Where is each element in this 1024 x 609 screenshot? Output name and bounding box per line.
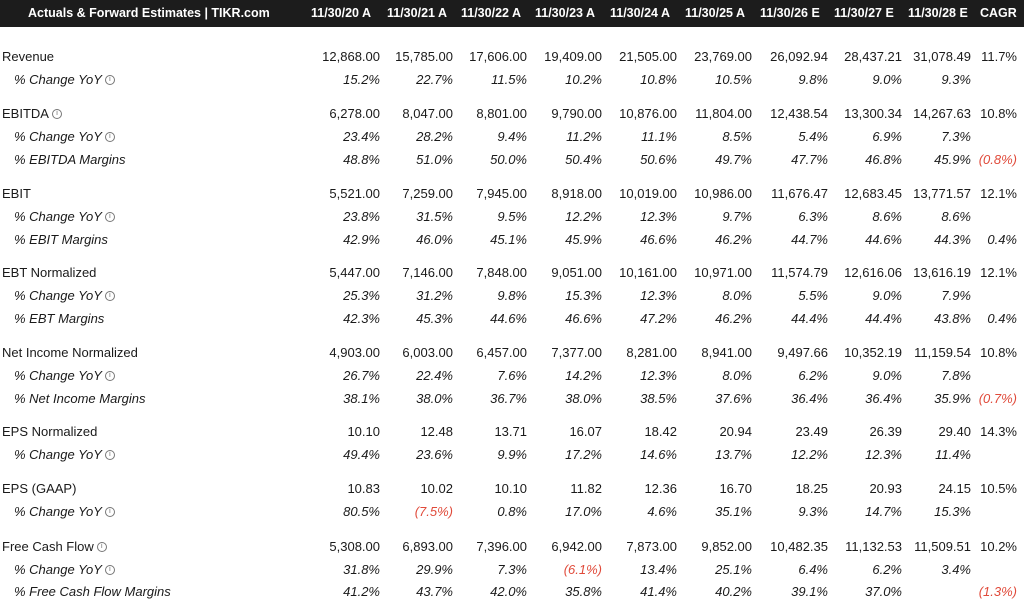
value-cell: 36.7% [490, 391, 527, 406]
row-label [14, 445, 115, 465]
value-cell: 9.8% [497, 288, 527, 303]
row-label [14, 207, 115, 227]
value-cell: 14.6% [640, 447, 677, 462]
value-cell: 12.3% [640, 209, 677, 224]
value-cell: 12.2% [565, 209, 602, 224]
value-cell: 25.3% [343, 288, 380, 303]
value-cell: 17.0% [565, 504, 602, 519]
value-cell: 19,409.00 [544, 49, 602, 64]
value-cell: 10.02 [420, 481, 453, 496]
value-cell: 9.8% [798, 72, 828, 87]
value-cell: 50.6% [640, 152, 677, 167]
value-cell: 13,771.57 [913, 186, 971, 201]
row-label [2, 537, 107, 557]
value-cell: 16.70 [719, 481, 752, 496]
value-cell: 38.0% [565, 391, 602, 406]
cagr-cell: (0.7%) [978, 391, 1017, 406]
column-header-cagr[interactable]: CAGR [980, 6, 1017, 20]
metric-sub-row [0, 445, 1024, 465]
value-cell: 31.5% [416, 209, 453, 224]
value-cell: 50.4% [565, 152, 602, 167]
metric-sub-row [0, 207, 1024, 227]
value-cell: 45.3% [416, 311, 453, 326]
cagr-cell: 10.8% [980, 345, 1017, 360]
info-icon[interactable]: i [105, 132, 115, 142]
metric-sub-row [0, 502, 1024, 522]
value-cell: 7.3% [497, 562, 527, 577]
value-cell: 7,259.00 [402, 186, 453, 201]
value-cell: 35.9% [934, 391, 971, 406]
value-cell: 31,078.49 [913, 49, 971, 64]
row-label [14, 230, 108, 250]
value-cell: 13,616.19 [913, 265, 971, 280]
row-label [14, 560, 115, 580]
row-label [2, 422, 97, 442]
row-label-text: % Net Income Margins [14, 391, 146, 406]
value-cell: 16.07 [569, 424, 602, 439]
value-cell: 12.3% [640, 288, 677, 303]
value-cell: 18.42 [644, 424, 677, 439]
value-cell: 9.0% [872, 368, 902, 383]
value-cell: 44.4% [865, 311, 902, 326]
value-cell: 11.4% [935, 447, 971, 462]
value-cell: 6,278.00 [329, 106, 380, 121]
value-cell: 45.1% [490, 232, 527, 247]
value-cell: 9,497.66 [777, 345, 828, 360]
value-cell: 37.6% [715, 391, 752, 406]
value-cell: 42.3% [343, 311, 380, 326]
value-cell: 7,848.00 [476, 265, 527, 280]
row-label-text: % EBITDA Margins [14, 152, 126, 167]
metric-row [0, 479, 1024, 499]
value-cell: 4.6% [647, 504, 677, 519]
metric-sub-row [0, 309, 1024, 329]
value-cell: 26.39 [869, 424, 902, 439]
row-label [2, 47, 54, 67]
value-cell: 10.10 [494, 481, 527, 496]
row-label [14, 127, 115, 147]
value-cell: 38.0% [416, 391, 453, 406]
value-cell: 23.8% [343, 209, 380, 224]
metric-row [0, 104, 1024, 124]
value-cell: 7.8% [941, 368, 971, 383]
value-cell: 9.9% [497, 447, 527, 462]
metric-sub-row [0, 582, 1024, 602]
value-cell: 20.94 [719, 424, 752, 439]
value-cell: 9.5% [497, 209, 527, 224]
value-cell: 47.2% [640, 311, 677, 326]
value-cell: 44.7% [791, 232, 828, 247]
value-cell: 12,616.06 [844, 265, 902, 280]
row-label-text: % Change YoY [14, 447, 102, 462]
row-label [14, 502, 115, 522]
value-cell: 10,482.35 [770, 539, 828, 554]
row-label-text: Revenue [2, 49, 55, 64]
metric-sub-row [0, 70, 1024, 90]
value-cell: 8,281.00 [626, 345, 677, 360]
value-cell: 10.5% [715, 72, 752, 87]
value-cell: 11,804.00 [695, 106, 752, 121]
value-cell: 13,300.34 [844, 106, 902, 121]
cagr-cell: (0.8%) [978, 152, 1017, 167]
value-cell: 15.3% [565, 288, 602, 303]
column-header[interactable]: 11/30/26 E [760, 6, 820, 20]
value-cell: 42.9% [343, 232, 380, 247]
value-cell: 46.2% [715, 311, 752, 326]
value-cell: 7.3% [941, 129, 971, 144]
row-label-text: % Change YoY [14, 562, 102, 577]
row-label-text: EPS (GAAP) [2, 481, 77, 496]
row-label [14, 70, 115, 90]
value-cell: 11,574.79 [771, 265, 828, 280]
cagr-cell: 12.1% [980, 186, 1017, 201]
metric-row [0, 184, 1024, 204]
value-cell: 9.0% [872, 288, 902, 303]
value-cell: 38.5% [640, 391, 677, 406]
value-cell: 10,352.19 [844, 345, 902, 360]
row-label-text: % Change YoY [14, 504, 102, 519]
value-cell: 25.1% [715, 562, 752, 577]
row-label-text: EBITDA [2, 106, 49, 121]
table-header [0, 0, 1024, 27]
value-cell: 44.6% [865, 232, 902, 247]
metric-sub-row [0, 389, 1024, 409]
value-cell: 5,447.00 [329, 265, 380, 280]
value-cell: 48.8% [343, 152, 380, 167]
row-label-text: % Change YoY [14, 129, 102, 144]
row-label-text: % Change YoY [14, 209, 102, 224]
value-cell: 26,092.94 [770, 49, 828, 64]
value-cell: 18.25 [795, 481, 828, 496]
value-cell: 9.4% [497, 129, 527, 144]
value-cell: 41.2% [343, 584, 380, 599]
metric-row [0, 537, 1024, 557]
value-cell: 14.7% [865, 504, 902, 519]
value-cell: (7.5%) [414, 504, 453, 519]
row-label-text: % Change YoY [14, 72, 102, 87]
value-cell: 26.7% [343, 368, 380, 383]
value-cell: 31.8% [343, 562, 380, 577]
value-cell: 50.0% [490, 152, 527, 167]
value-cell: 35.8% [565, 584, 602, 599]
column-header[interactable]: 11/30/21 A [387, 6, 448, 20]
value-cell: 44.4% [791, 311, 828, 326]
info-icon[interactable]: i [97, 542, 107, 552]
value-cell: 10,161.00 [619, 265, 677, 280]
metric-sub-row [0, 366, 1024, 386]
value-cell: 0.8% [497, 504, 527, 519]
value-cell: 5.4% [798, 129, 828, 144]
value-cell: 15.2% [343, 72, 380, 87]
metric-sub-row [0, 150, 1024, 170]
value-cell: 10.2% [565, 72, 602, 87]
row-label [14, 366, 115, 386]
value-cell: 47.7% [791, 152, 828, 167]
value-cell: 11.1% [641, 129, 677, 144]
value-cell: 7,377.00 [551, 345, 602, 360]
value-cell: 8,047.00 [402, 106, 453, 121]
value-cell: 8.0% [722, 288, 752, 303]
value-cell: 12.2% [791, 447, 828, 462]
value-cell: 7,146.00 [402, 265, 453, 280]
info-icon[interactable]: i [105, 565, 115, 575]
value-cell: 45.9% [934, 152, 971, 167]
cagr-cell: (1.3%) [978, 584, 1017, 599]
metric-row [0, 47, 1024, 67]
value-cell: 42.0% [490, 584, 527, 599]
value-cell: 38.1% [343, 391, 380, 406]
value-cell: 45.9% [565, 232, 602, 247]
cagr-cell: 0.4% [987, 232, 1017, 247]
value-cell: 46.2% [715, 232, 752, 247]
value-cell: 4,903.00 [329, 345, 380, 360]
row-label [2, 263, 96, 283]
row-label [14, 150, 126, 170]
value-cell: 31.2% [416, 288, 453, 303]
value-cell: 49.7% [715, 152, 752, 167]
value-cell: 12,438.54 [770, 106, 828, 121]
info-icon[interactable]: i [105, 450, 115, 460]
metric-sub-row [0, 127, 1024, 147]
value-cell: 46.6% [640, 232, 677, 247]
info-icon[interactable]: i [105, 75, 115, 85]
value-cell: 20.93 [869, 481, 902, 496]
value-cell: 12.36 [644, 481, 677, 496]
value-cell: 5,521.00 [329, 186, 380, 201]
value-cell: 46.8% [865, 152, 902, 167]
metric-sub-row [0, 286, 1024, 306]
value-cell: 46.6% [565, 311, 602, 326]
value-cell: 24.15 [938, 481, 971, 496]
value-cell: 7.6% [497, 368, 527, 383]
value-cell: 28.2% [416, 129, 453, 144]
value-cell: 13.71 [494, 424, 527, 439]
value-cell: 11,132.53 [845, 539, 902, 554]
value-cell: 11,159.54 [914, 345, 971, 360]
value-cell: 49.4% [343, 447, 380, 462]
value-cell: 9,790.00 [551, 106, 602, 121]
value-cell: 29.9% [416, 562, 453, 577]
value-cell: 6,893.00 [402, 539, 453, 554]
value-cell: 14,267.63 [913, 106, 971, 121]
row-label [2, 343, 138, 363]
value-cell: 23.4% [343, 129, 380, 144]
cagr-cell: 11.7% [981, 49, 1017, 64]
value-cell: 9,852.00 [701, 539, 752, 554]
column-header[interactable]: 11/30/22 A [461, 6, 522, 20]
value-cell: 11,509.51 [914, 539, 971, 554]
value-cell: 7,873.00 [626, 539, 677, 554]
value-cell: 44.3% [934, 232, 971, 247]
value-cell: 5.5% [798, 288, 828, 303]
value-cell: 10.83 [347, 481, 380, 496]
value-cell: 22.4% [416, 368, 453, 383]
value-cell: 8,801.00 [476, 106, 527, 121]
value-cell: 35.1% [715, 504, 752, 519]
value-cell: 15,785.00 [395, 49, 453, 64]
cagr-cell: 10.8% [980, 106, 1017, 121]
row-label-text: EPS Normalized [2, 424, 98, 439]
value-cell: 40.2% [715, 584, 752, 599]
value-cell: 41.4% [640, 584, 677, 599]
value-cell: 44.6% [490, 311, 527, 326]
value-cell: 12,683.45 [844, 186, 902, 201]
value-cell: 6,457.00 [476, 345, 527, 360]
info-icon[interactable]: i [52, 109, 62, 119]
value-cell: 9.3% [941, 72, 971, 87]
metric-row [0, 422, 1024, 442]
value-cell: 10.10 [347, 424, 380, 439]
table-title: Actuals & Forward Estimates | TIKR.com [28, 6, 270, 20]
value-cell: 8.0% [722, 368, 752, 383]
value-cell: 9.7% [722, 209, 752, 224]
row-label-text: % Free Cash Flow Margins [14, 584, 171, 599]
value-cell: 12.3% [865, 447, 902, 462]
value-cell: 12.3% [640, 368, 677, 383]
row-label [14, 286, 115, 306]
info-icon[interactable]: i [105, 212, 115, 222]
value-cell: 23,769.00 [694, 49, 752, 64]
column-header[interactable]: 11/30/25 A [685, 6, 746, 20]
value-cell: 17,606.00 [469, 49, 527, 64]
value-cell: 13.4% [640, 562, 677, 577]
row-label-text: % Change YoY [14, 368, 102, 383]
value-cell: 23.49 [795, 424, 828, 439]
row-label [14, 389, 146, 409]
value-cell: 10,971.00 [694, 265, 752, 280]
value-cell: 8.5% [722, 129, 752, 144]
value-cell: 15.3% [934, 504, 971, 519]
value-cell: 23.6% [416, 447, 453, 462]
metric-sub-row [0, 230, 1024, 250]
value-cell: 46.0% [416, 232, 453, 247]
column-header[interactable]: 11/30/27 E [834, 6, 894, 20]
value-cell: 3.4% [941, 562, 971, 577]
row-label-text: Net Income Normalized [2, 345, 138, 360]
value-cell: 6.3% [798, 209, 828, 224]
value-cell: 22.7% [416, 72, 453, 87]
metric-row [0, 343, 1024, 363]
row-label-text: % EBIT Margins [14, 232, 108, 247]
cagr-cell: 0.4% [987, 311, 1017, 326]
value-cell: 11.5% [491, 72, 527, 87]
cagr-cell: 10.5% [980, 481, 1017, 496]
row-label-text: EBT Normalized [2, 265, 97, 280]
value-cell: 6,942.00 [551, 539, 602, 554]
value-cell: 8,918.00 [551, 186, 602, 201]
row-label-text: Free Cash Flow [2, 539, 94, 554]
value-cell: 43.8% [934, 311, 971, 326]
row-label [14, 309, 104, 329]
value-cell: 9.0% [872, 72, 902, 87]
value-cell: 10,986.00 [694, 186, 752, 201]
column-header[interactable]: 11/30/23 A [535, 6, 596, 20]
metric-sub-row [0, 560, 1024, 580]
info-icon[interactable]: i [105, 371, 115, 381]
cagr-cell: 10.2% [980, 539, 1017, 554]
value-cell: 8,941.00 [701, 345, 752, 360]
column-header[interactable]: 11/30/24 A [610, 6, 671, 20]
value-cell: 43.7% [416, 584, 453, 599]
cagr-cell: 14.3% [980, 424, 1017, 439]
row-label [2, 104, 62, 124]
cagr-cell: 12.1% [980, 265, 1017, 280]
value-cell: 17.2% [565, 447, 602, 462]
value-cell: 51.0% [416, 152, 453, 167]
value-cell: 13.7% [715, 447, 752, 462]
value-cell: 29.40 [938, 424, 971, 439]
value-cell: 7,945.00 [476, 186, 527, 201]
value-cell: (6.1%) [563, 562, 602, 577]
metric-row [0, 263, 1024, 283]
row-label-text: EBIT [2, 186, 31, 201]
row-label [14, 582, 171, 602]
value-cell: 9.3% [798, 504, 828, 519]
value-cell: 11,676.47 [771, 186, 828, 201]
value-cell: 10.8% [640, 72, 677, 87]
value-cell: 14.2% [565, 368, 602, 383]
row-label [2, 184, 31, 204]
value-cell: 7,396.00 [476, 539, 527, 554]
column-header[interactable]: 11/30/20 A [311, 6, 372, 20]
row-label [2, 479, 76, 499]
value-cell: 12.48 [420, 424, 453, 439]
value-cell: 21,505.00 [619, 49, 677, 64]
value-cell: 11.82 [570, 481, 602, 496]
row-label-text: % EBT Margins [14, 311, 105, 326]
column-header[interactable]: 11/30/28 E [908, 6, 968, 20]
value-cell: 12,868.00 [322, 49, 380, 64]
value-cell: 36.4% [865, 391, 902, 406]
info-icon[interactable]: i [105, 507, 115, 517]
value-cell: 37.0% [865, 584, 902, 599]
value-cell: 6.2% [872, 562, 902, 577]
value-cell: 5,308.00 [329, 539, 380, 554]
value-cell: 6,003.00 [402, 345, 453, 360]
value-cell: 7.9% [941, 288, 971, 303]
value-cell: 8.6% [941, 209, 971, 224]
value-cell: 6.4% [798, 562, 828, 577]
value-cell: 28,437.21 [844, 49, 902, 64]
value-cell: 36.4% [791, 391, 828, 406]
value-cell: 8.6% [872, 209, 902, 224]
value-cell: 6.9% [872, 129, 902, 144]
value-cell: 10,876.00 [619, 106, 677, 121]
value-cell: 9,051.00 [551, 265, 602, 280]
value-cell: 80.5% [343, 504, 380, 519]
value-cell: 10,019.00 [619, 186, 677, 201]
info-icon[interactable]: i [105, 291, 115, 301]
value-cell: 6.2% [798, 368, 828, 383]
value-cell: 11.2% [566, 129, 602, 144]
row-label-text: % Change YoY [14, 288, 102, 303]
value-cell: 39.1% [791, 584, 828, 599]
